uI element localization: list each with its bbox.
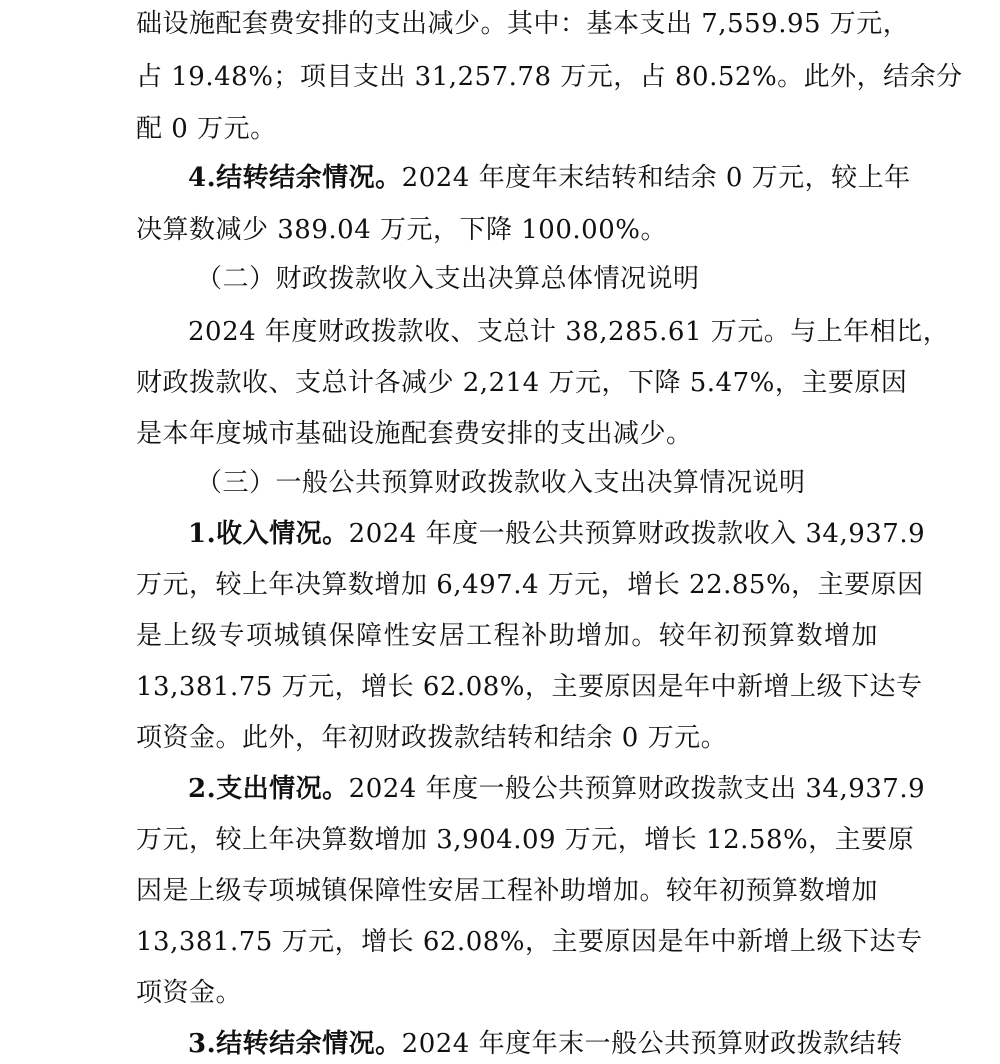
paragraph-line: 2024 年度财政拨款收、支总计 38,285.61 万元。与上年相比， xyxy=(188,317,950,347)
paragraph-line: 是本年度城市基础设施配套费安排的支出减少。 xyxy=(136,419,693,449)
section-text: 2024 年度年末结转和结余 0 万元，较上年 xyxy=(401,163,911,193)
subsection-heading: （三）一般公共预算财政拨款收入支出决算情况说明 xyxy=(196,468,806,498)
section-text: 2024 年度一般公共预算财政拨款支出 34,937.9 xyxy=(348,774,926,804)
section-heading-carryover xyxy=(188,158,911,198)
section-label: 4.结转结余情况。 xyxy=(188,163,402,193)
section-heading-expenditure xyxy=(188,769,926,809)
paragraph-line: 13,381.75 万元，增长 62.08%，主要原因是年中新增上级下达专 xyxy=(136,672,923,702)
paragraph-line: 础设施配套费安排的支出减少。其中：基本支出 7,559.95 万元， xyxy=(136,9,910,39)
paragraph-line: 财政拨款收、支总计各减少 2,214 万元，下降 5.47%，主要原因 xyxy=(136,368,908,398)
paragraph-line: 项资金。此外，年初财政拨款结转和结余 0 万元。 xyxy=(136,723,728,753)
subsection-heading: （二）财政拨款收入支出决算总体情况说明 xyxy=(196,264,700,294)
paragraph-line: 万元，较上年决算数增加 3,904.09 万元，增长 12.58%，主要原 xyxy=(136,825,915,855)
section-heading-income xyxy=(188,514,926,554)
section-label: 2.支出情况。 xyxy=(188,774,349,804)
paragraph-line: 决算数减少 389.04 万元，下降 100.00%。 xyxy=(136,215,667,245)
section-text: 2024 年度一般公共预算财政拨款收入 34,937.9 xyxy=(348,519,926,549)
section-heading-carryover-2 xyxy=(188,1024,903,1064)
section-label: 1.收入情况。 xyxy=(188,519,349,549)
paragraph-line: 因是上级专项城镇保障性安居工程补助增加。较年初预算数增加 xyxy=(136,876,879,906)
paragraph-line: 是上级专项城镇保障性安居工程补助增加。较年初预算数增加 xyxy=(136,621,878,651)
paragraph-line: 万元，较上年决算数增加 6,497.4 万元，增长 22.85%，主要原因 xyxy=(136,570,924,600)
paragraph-line: 13,381.75 万元，增长 62.08%，主要原因是年中新增上级下达专 xyxy=(136,927,923,957)
paragraph-line: 项资金。 xyxy=(136,978,243,1008)
section-label: 3.结转结余情况。 xyxy=(188,1029,402,1059)
section-text: 2024 年度年末一般公共预算财政拨款结转 xyxy=(401,1029,903,1059)
paragraph-line: 配 0 万元。 xyxy=(136,114,277,144)
paragraph-line: 占 19.48%；项目支出 31,257.78 万元，占 80.52%。此外，结余分 xyxy=(136,62,963,92)
